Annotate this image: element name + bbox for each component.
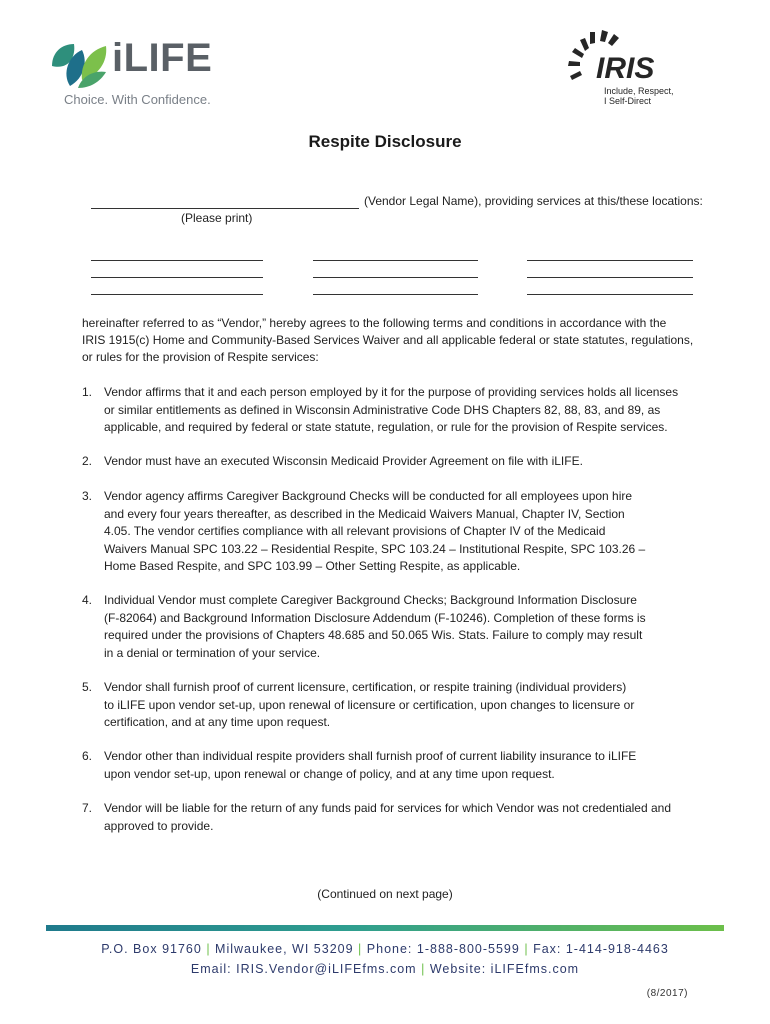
item-number: 1. xyxy=(82,385,93,399)
intro-line: or rules for the provision of Respite services: xyxy=(82,350,319,364)
intro-line: IRIS 1915(c) Home and Community-Based Services Waiver and all applicable federal or state statutes, regulations, xyxy=(82,333,694,347)
item-number: 7. xyxy=(82,801,93,815)
location-field[interactable] xyxy=(527,277,693,278)
item-number: 4. xyxy=(82,593,93,607)
location-field[interactable] xyxy=(91,294,263,295)
iris-tagline xyxy=(604,86,674,106)
location-field[interactable] xyxy=(313,294,478,295)
footer-web-line xyxy=(0,962,770,976)
location-field[interactable] xyxy=(91,277,263,278)
footer-separator: | xyxy=(524,942,529,956)
item-number: 2. xyxy=(82,454,93,468)
footer-phone: Phone: 1-888-800-5599 xyxy=(366,942,520,956)
item-text: Vendor affirms that it and each person employed by it for the purpose of providing services holds all licenses or similar entitlements as defined in Wisconsin Administrative Code DHS Chapters 82, 88, 83, and 89, as applicable, and required by federal or state statute, regulation, or rule for the provision of Respite services. xyxy=(104,385,679,434)
print-hint: (Please print) xyxy=(181,211,253,225)
footer-separator: | xyxy=(421,962,426,976)
item-text: Vendor shall furnish proof of current licensure, certification, or respite training (individual providers) to iLIFE upon vendor set-up, upon renewal of licensure or certification, upon changes to licensure or certification, and at any time upon request. xyxy=(104,680,635,729)
item-text: Vendor must have an executed Wisconsin Medicaid Provider Agreement on file with iLIFE. xyxy=(104,454,583,468)
item-number: 6. xyxy=(82,749,93,763)
intro-line: hereinafter referred to as “Vendor,” hereby agrees to the following terms and conditions in accordance with the xyxy=(82,316,667,330)
item-number: 3. xyxy=(82,489,93,503)
location-field[interactable] xyxy=(313,260,478,261)
location-field[interactable] xyxy=(527,294,693,295)
footer-divider xyxy=(46,925,724,931)
vendor-name-field[interactable] xyxy=(91,208,359,209)
iris-tagline-line-1: Include, Respect, xyxy=(604,86,674,96)
page-title: Respite Disclosure xyxy=(308,132,462,151)
location-field[interactable] xyxy=(91,260,263,261)
revision-date: (8/2017) xyxy=(646,988,688,999)
footer-website: Website: iLIFEfms.com xyxy=(429,962,580,976)
footer-contact-line xyxy=(0,942,770,956)
item-text: Vendor other than individual respite providers shall furnish proof of current liability insurance to iLIFE upon vendor set-up, upon renewal or change of policy, and at any time upon request. xyxy=(104,749,637,781)
ilife-logo xyxy=(48,28,228,112)
iris-tagline-line-2: I Self-Direct xyxy=(604,96,652,106)
item-number: 5. xyxy=(82,680,93,694)
ilife-leaf-icon xyxy=(48,30,110,92)
footer-city: Milwaukee, WI 53209 xyxy=(215,942,354,956)
iris-wordmark: IRIS xyxy=(596,52,655,85)
vendor-name-label: (Vendor Legal Name), providing services at this/these locations: xyxy=(364,194,703,208)
footer-po-box: P.O. Box 91760 xyxy=(101,942,202,956)
ilife-wordmark: iLIFE xyxy=(112,36,213,80)
location-field[interactable] xyxy=(527,260,693,261)
item-text: Individual Vendor must complete Caregiver Background Checks; Background Information Disclosure (F-82064) and Background Information Disclosure Addendum (F-10246). Completion of these forms is required under the provisions of Chapters 48.685 and 50.065 Wis. Stats. Failure to comply may result in a denial or termination of your service. xyxy=(104,593,646,660)
item-text: Vendor agency affirms Caregiver Background Checks will be conducted for all employees upon hire and every four years thereafter, as described in the Medicaid Waivers Manual, Chapter IV, Section 4.05. The vendor certifies compliance with all relevant provisions of Chapter IV of the Medicaid Waivers Manual SPC 103.22 – Residential Respite, SPC 103.24 – Institutional Respite, SPC 103.26 – Home Based Respite, and SPC 103.99 – Other Setting Respite, as applicable. xyxy=(104,489,646,573)
ilife-tagline: Choice. With Confidence. xyxy=(64,92,211,107)
footer-separator: | xyxy=(358,942,363,956)
item-text: Vendor will be liable for the return of any funds paid for services for which Vendor was not credentialed and approved to provide. xyxy=(104,801,671,833)
continued-note: (Continued on next page) xyxy=(317,887,453,901)
footer-separator: | xyxy=(206,942,211,956)
footer-fax: Fax: 1-414-918-4463 xyxy=(533,942,669,956)
footer-email: Email: IRIS.Vendor@iLIFEfms.com xyxy=(190,962,417,976)
location-field[interactable] xyxy=(313,277,478,278)
iris-logo xyxy=(562,26,682,116)
